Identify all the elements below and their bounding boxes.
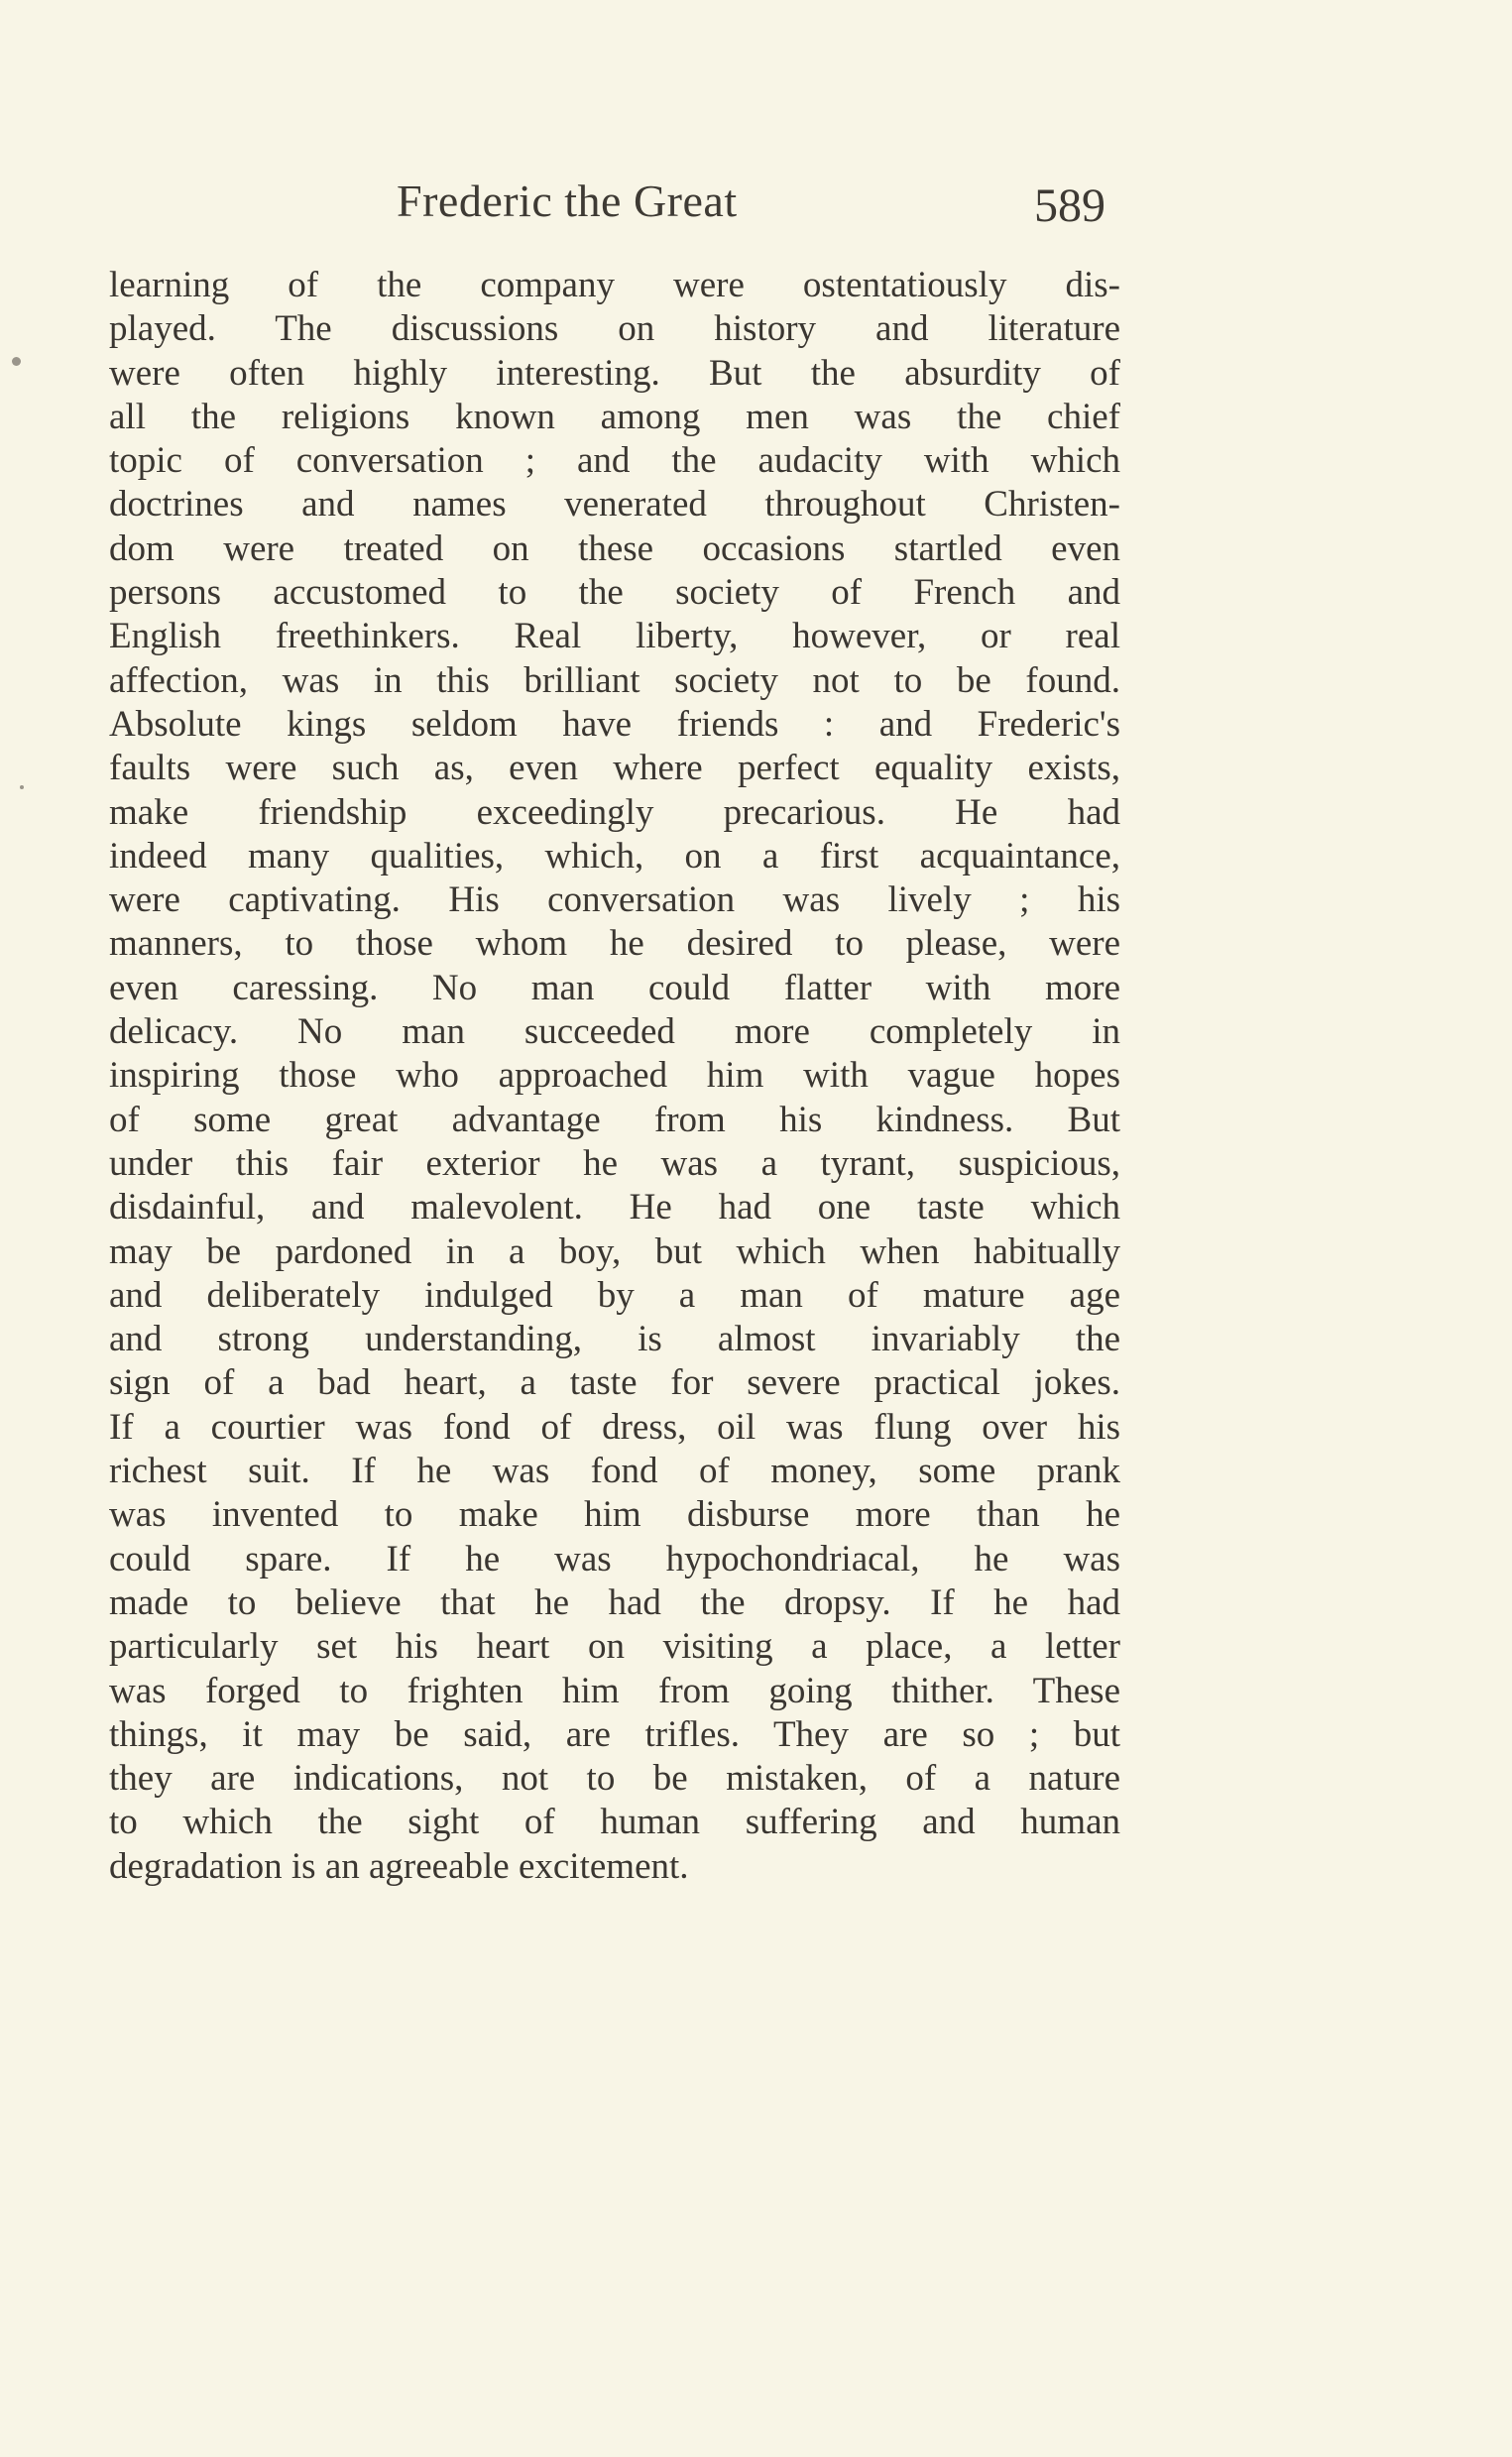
body-text bbox=[109, 264, 1120, 1889]
text-line: dom were treated on these occasions startled even bbox=[109, 527, 1120, 569]
text-line: could spare. If he was hypochondriacal, he was bbox=[109, 1538, 1120, 1580]
text-line: richest suit. If he was fond of money, some prank bbox=[109, 1451, 1120, 1492]
text-line: delicacy. No man succeeded more completely in bbox=[109, 1011, 1120, 1053]
text-line: degradation is an agreeable excitement. bbox=[109, 1845, 689, 1887]
text-line: was invented to make him disburse more than he bbox=[109, 1494, 1120, 1536]
paper-speck bbox=[20, 785, 24, 789]
text-line: faults were such as, even where perfect equality exists, bbox=[109, 748, 1120, 789]
text-line: learning of the company were ostentatiously dis- bbox=[109, 265, 1120, 305]
page-number: 589 bbox=[1034, 179, 1105, 232]
text-line: inspiring those who approached him with vague hopes bbox=[109, 1055, 1120, 1097]
paper-speck bbox=[12, 357, 21, 366]
text-line: particularly set his heart on visiting a place, a letter bbox=[109, 1626, 1120, 1668]
text-line: may be pardoned in a boy, but which when habitually bbox=[109, 1230, 1120, 1272]
text-line: sign of a bad heart, a taste for severe practical jokes. bbox=[109, 1362, 1120, 1404]
text-line: manners, to those whom he desired to please, were bbox=[109, 923, 1120, 965]
text-line: doctrines and names venerated throughout Christen- bbox=[109, 484, 1120, 526]
text-line: to which the sight of human suffering and human bbox=[109, 1802, 1120, 1843]
text-line: If a courtier was fond of dress, oil was flung over his bbox=[109, 1406, 1120, 1448]
text-line: persons accustomed to the society of French and bbox=[109, 572, 1120, 614]
text-line: was forged to frighten him from going thither. These bbox=[109, 1670, 1120, 1711]
text-line: English freethinkers. Real liberty, however, or real bbox=[109, 616, 1120, 657]
running-title: Frederic the Great bbox=[397, 176, 738, 226]
text-line: make friendship exceedingly precarious. He had bbox=[109, 791, 1120, 833]
text-line: made to believe that he had the dropsy. If he had bbox=[109, 1581, 1120, 1623]
text-line: things, it may be said, are trifles. They are so ; but bbox=[109, 1713, 1120, 1755]
text-line: were captivating. His conversation was lively ; his bbox=[109, 879, 1120, 921]
text-line: disdainful, and malevolent. He had one taste which bbox=[109, 1187, 1120, 1228]
text-line: they are indications, not to be mistaken, of a nature bbox=[109, 1758, 1120, 1800]
text-line: even caressing. No man could flatter with more bbox=[109, 967, 1120, 1008]
text-line: indeed many qualities, which, on a first acquaintance, bbox=[109, 835, 1120, 877]
text-line: affection, was in this brilliant society not to be found. bbox=[109, 659, 1120, 701]
text-line: and deliberately indulged by a man of mature age bbox=[109, 1274, 1120, 1316]
text-line: Absolute kings seldom have friends : and Frederic's bbox=[109, 703, 1120, 745]
text-line: of some great advantage from his kindness. But bbox=[109, 1099, 1120, 1140]
text-line: under this fair exterior he was a tyrant, suspicious, bbox=[109, 1142, 1120, 1184]
text-line: were often highly interesting. But the absurdity of bbox=[109, 352, 1120, 394]
text-line: all the religions known among men was the chief bbox=[109, 396, 1120, 437]
text-line: played. The discussions on history and literature bbox=[109, 308, 1120, 350]
text-line: topic of conversation ; and the audacity with which bbox=[109, 440, 1120, 482]
text-line: and strong understanding, is almost invariably the bbox=[109, 1319, 1120, 1360]
